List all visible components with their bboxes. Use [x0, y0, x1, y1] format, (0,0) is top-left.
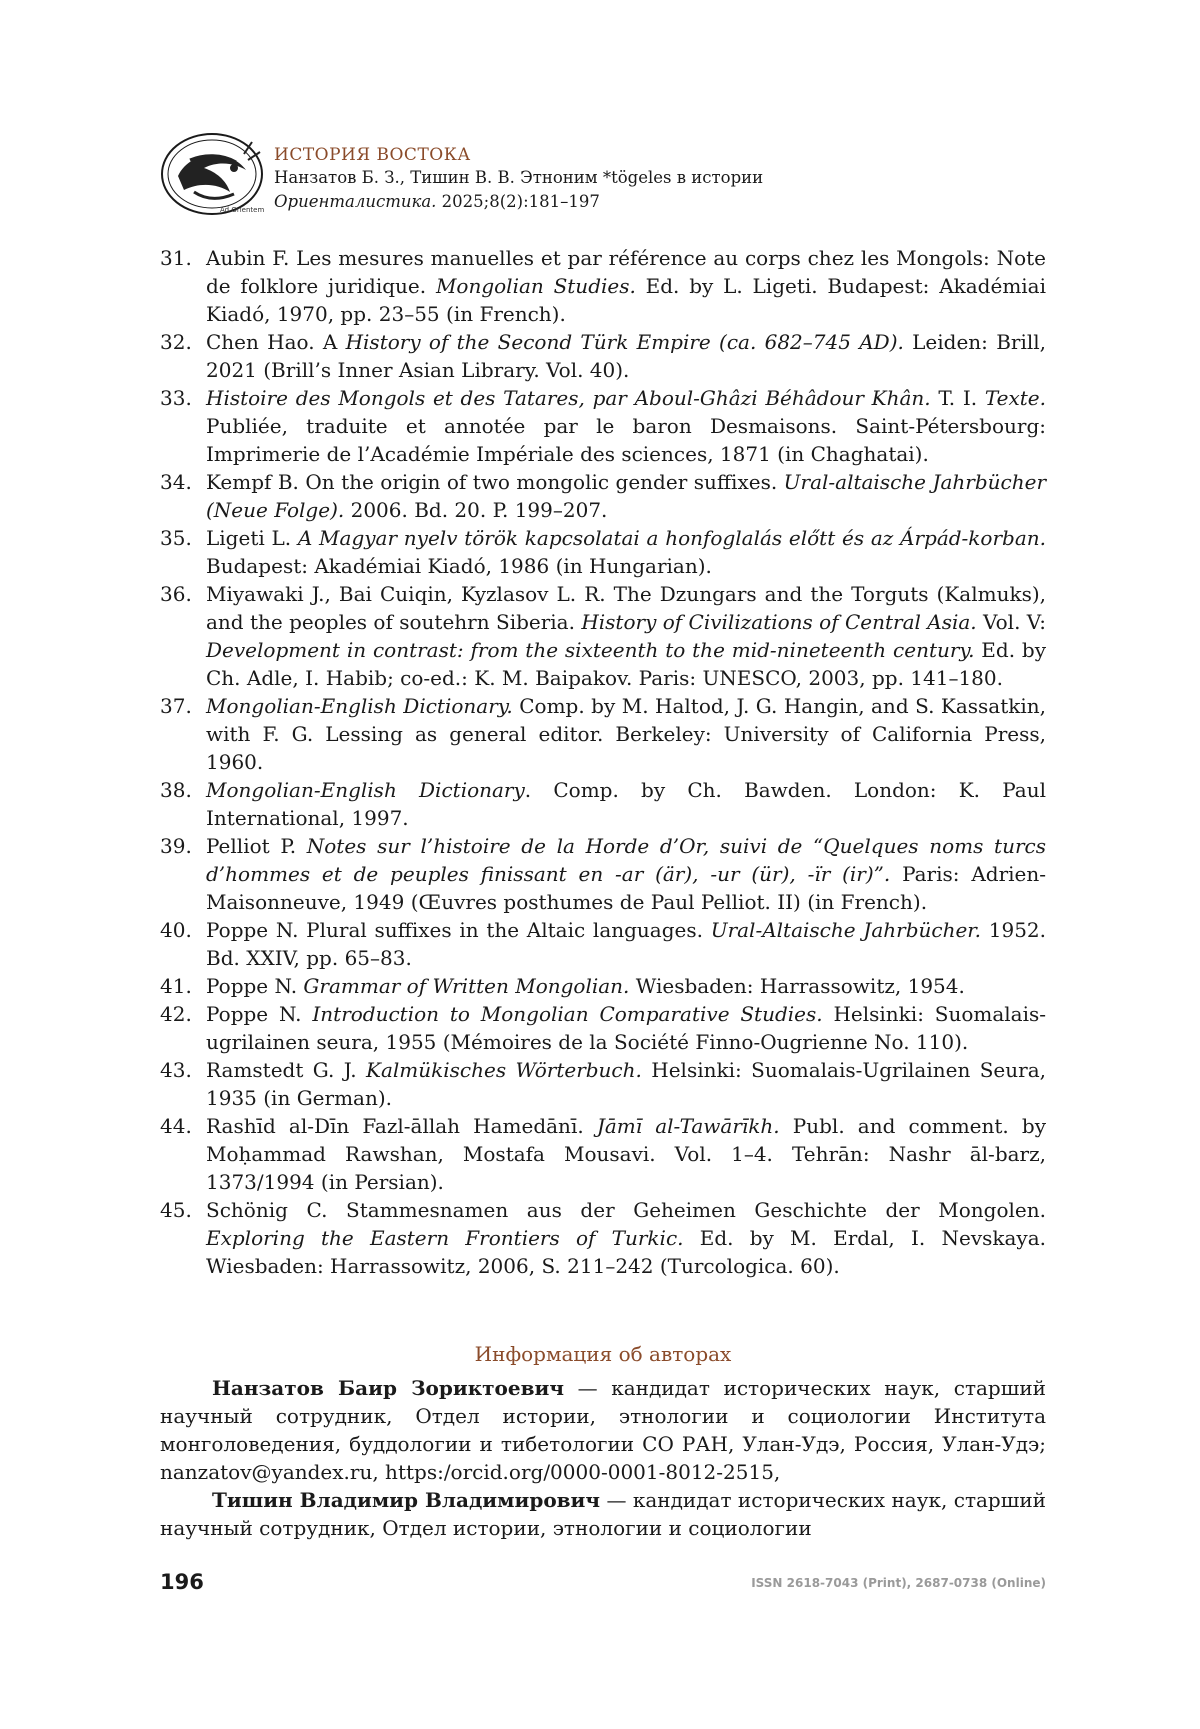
reference-item — [160, 832, 1046, 916]
reference-text: Ramstedt G. J. — [206, 1058, 367, 1082]
reference-text: 1952. Bd. XXIV, pp. 65–83. — [206, 918, 1047, 970]
reference-number: 39. — [160, 834, 192, 858]
reference-item — [160, 524, 1046, 580]
reference-text: Pelliot P. — [206, 834, 307, 858]
reference-title: A Magyar nyelv török kapcsolatai a honfoglalás előtt és az Árpád-korban. — [297, 526, 1046, 550]
reference-title: Mongolian Studies. — [435, 274, 636, 298]
reference-text: Wiesbaden: Harrassowitz, 1954. — [629, 974, 965, 998]
reference-item — [160, 776, 1046, 832]
reference-text: Rashīd al-Dīn Fazl-āllah Hamedānī. — [206, 1114, 597, 1138]
reference-number: 40. — [160, 918, 192, 942]
reference-list — [160, 244, 1046, 1280]
author-1-name: Нанзатов Баир Зориктоевич — [212, 1376, 564, 1400]
reference-number: 32. — [160, 330, 192, 354]
reference-item — [160, 580, 1046, 692]
reference-text: Budapest: Akadémiai Kiadó, 1986 (in Hungarian). — [206, 554, 712, 578]
authors-info-section — [160, 1340, 1046, 1542]
reference-title: Grammar of Written Mongolian. — [303, 974, 630, 998]
reference-number: 34. — [160, 470, 192, 494]
reference-number: 42. — [160, 1002, 192, 1026]
reference-title: Histoire des Mongols et des Tatares, par Aboul-Ghâzi Béhâdour Khân. — [206, 386, 931, 410]
reference-title: Ural-altaische Jahrbücher (Neue Folge). — [206, 470, 1047, 522]
reference-text: Leiden: Brill, 2021 (Brill’s Inner Asian Library. Vol. 40). — [206, 330, 1046, 382]
reference-text: Ligeti L. — [206, 526, 298, 550]
reference-text: Poppe N. — [206, 974, 304, 998]
reference-title: Jāmī al-Tawārīkh. — [596, 1114, 780, 1138]
reference-text: Ed. by L. Ligeti. Budapest: Akadémiai Kiadó, 1970, pp. 23–55 (in French). — [206, 274, 1047, 326]
reference-item — [160, 244, 1046, 328]
reference-title: History of Civilizations of Central Asia. — [581, 610, 977, 634]
reference-text: . Comp. by Ch. Bawden. London: K. Paul International, 1997. — [206, 778, 1047, 830]
journal-logo — [160, 130, 272, 220]
reference-title: Texte. — [984, 386, 1046, 410]
header-text — [274, 144, 763, 214]
reference-title: History of the Second Türk Empire (ca. 682–745 AD). — [345, 330, 904, 354]
reference-number: 41. — [160, 974, 192, 998]
reference-number: 43. — [160, 1058, 192, 1082]
reference-item — [160, 1056, 1046, 1112]
reference-item — [160, 692, 1046, 776]
reference-text: Kempf B. On the origin of two mongolic gender suffixes. — [206, 470, 784, 494]
reference-number: 45. — [160, 1198, 192, 1222]
issn-line: ISSN 2618-7043 (Print), 2687-0738 (Online) — [751, 1576, 1046, 1590]
reference-text: Ed. by M. Erdal, I. Nevskaya. Wiesbaden: Harrassowitz, 2006, S. 211–242 (Turcologica. 60). — [206, 1226, 1047, 1278]
reference-item — [160, 1112, 1046, 1196]
reference-title: Ural-Altaische Jahrbücher. — [710, 918, 982, 942]
reference-number: 35. — [160, 526, 192, 550]
article-running-title: Нанзатов Б. З., Тишин В. В. Этноним *tögeles в истории — [274, 168, 764, 187]
author-2-name: Тишин Владимир Владимирович — [212, 1488, 601, 1512]
reference-number: 31. — [160, 246, 192, 270]
reference-item — [160, 468, 1046, 524]
reference-number: 38. — [160, 778, 192, 802]
reference-title: Notes sur l’histoire de la Horde d’Or, suivi de “Quelques noms turcs d’hommes et de peuples finissant en -ar (är), -ur (ür), -ïr (ir)”. — [206, 834, 1046, 886]
reference-title: Kalmükisches Wörterbuch. — [366, 1058, 642, 1082]
citation-journal: Ориенталистика. — [274, 192, 437, 211]
reference-text: Publiée, traduite et annotée par le baron Desmaisons. Saint-Pétersbourg: Imprimerie de l’Académie Impériale des sciences, 1871 (in Chaghatai). — [206, 414, 1046, 466]
citation-line — [274, 190, 763, 214]
reference-item — [160, 972, 1046, 1000]
reference-item — [160, 384, 1046, 468]
authors-info-heading: Информация об авторах — [474, 1342, 732, 1366]
reference-text: Vol. V: — [976, 610, 1046, 634]
reference-number: 36. — [160, 582, 192, 606]
author-1-details: — кандидат исторических наук, старший научный сотрудник, Отдел истории, этнологии и социологии Института монголоведения, буддологии и тибетологии СО РАН, Улан-Удэ, Россия, Улан-Удэ; nanzatov@yandex.ru, https:/orcid.org/0000-0001-8012-2515, — [160, 1376, 1046, 1484]
reference-title: Introduction to Mongolian Comparative Studies. — [312, 1002, 823, 1026]
reference-number: 44. — [160, 1114, 192, 1138]
page-header — [160, 130, 1060, 230]
reference-text: Paris: Adrien-Maisonneuve, 1949 (Œuvres posthumes de Paul Pelliot. II) (in French). — [206, 862, 1046, 914]
reference-title: Exploring the Eastern Frontiers of Turkic. — [206, 1226, 684, 1250]
reference-text: T. I. — [930, 386, 985, 410]
journal-title: ИСТОРИЯ ВОСТОКА — [274, 145, 471, 165]
reference-title: Mongolian-English Dictionary — [206, 778, 525, 802]
reference-text: Helsinki: Suomalais-Ugrilainen Seura, 1935 (in German). — [206, 1058, 1046, 1110]
reference-text: Chen Hao. A — [206, 330, 346, 354]
reference-text: Poppe N. Plural suffixes in the Altaic languages. — [206, 918, 711, 942]
reference-text: Helsinki: Suomalais-ugrilainen seura, 1955 (Mémoires de la Société Finno-Ougrienne No. 110). — [206, 1002, 1047, 1054]
reference-item — [160, 1000, 1046, 1056]
author-2-details: — кандидат исторических наук, старший научный сотрудник, Отдел истории, этнологии и социологии — [160, 1488, 1046, 1540]
reference-text: Aubin F. Les mesures manuelles et par référence au corps chez les Mongols: Note de folklore juridique. — [206, 246, 1046, 298]
reference-title: Development in contrast: from the sixteenth to the mid-nineteenth century. — [206, 638, 975, 662]
reference-text: Schönig C. Stammesnamen aus der Geheimen Geschichte der Mongolen. — [206, 1198, 1046, 1222]
page-number: 196 — [160, 1570, 204, 1594]
reference-item — [160, 328, 1046, 384]
reference-item — [160, 916, 1046, 972]
reference-number: 33. — [160, 386, 192, 410]
author-1-paragraph — [160, 1374, 1046, 1486]
page-footer — [160, 1570, 1046, 1600]
reference-title: Mongolian-English Dictionary. — [206, 694, 513, 718]
reference-text: Publ. and comment. by Moḥammad Rawshan, Mostafa Mousavi. Vol. 1–4. Tehrān: Nashr āl-barz, 1373/1994 (in Persian). — [206, 1114, 1047, 1194]
reference-text: Miyawaki J., Bai Cuiqin, Kyzlasov L. R. The Dzungars and the Torguts (Kalmuks), and the peoples of soutehrn Siberia. — [206, 582, 1046, 634]
citation-details: 2025;8(2):181–197 — [436, 192, 600, 211]
reference-number: 37. — [160, 694, 192, 718]
reference-text: 2006. Bd. 20. P. 199–207. — [344, 498, 608, 522]
reference-text: Comp. by M. Haltod, J. G. Hangin, and S. Kassatkin, with F. G. Lessing as general editor. Berkeley: University of California Press, 1960. — [206, 694, 1046, 774]
reference-text: Ed. by Ch. Adle, I. Habib; co-ed.: K. M. Baipakov. Paris: UNESCO, 2003, pp. 141–180. — [206, 638, 1047, 690]
logo-text: Ad Orientem — [220, 206, 265, 214]
reference-item — [160, 1196, 1046, 1280]
reference-text: Poppe N. — [206, 1002, 313, 1026]
author-2-paragraph — [160, 1486, 1046, 1542]
